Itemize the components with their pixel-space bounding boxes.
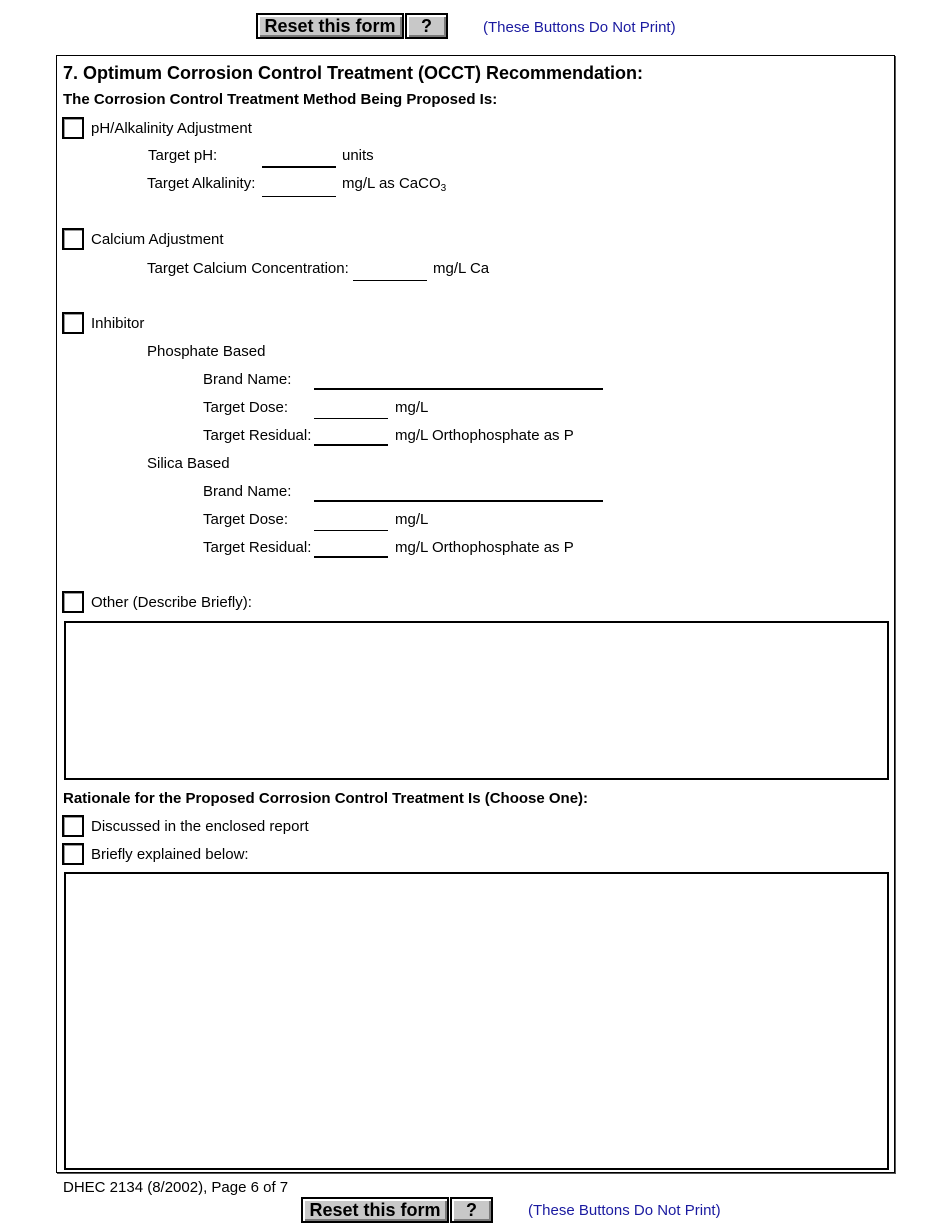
silica-dose-unit: mg/L — [395, 511, 429, 528]
silica-dose-input[interactable] — [314, 511, 388, 531]
footer-buttons-do-not-print-note: (These Buttons Do Not Print) — [528, 1202, 721, 1219]
target-ph-unit: units — [342, 147, 374, 164]
rationale-explained-label: Briefly explained below: — [91, 846, 249, 863]
rationale-heading: Rationale for the Proposed Corrosion Control Treatment Is (Choose One): — [63, 790, 589, 807]
silica-residual-input[interactable] — [314, 538, 388, 558]
phosphate-dose-label: Target Dose: — [203, 399, 289, 416]
calcium-adjustment-checkbox[interactable] — [62, 228, 84, 250]
target-calcium-unit: mg/L Ca — [433, 260, 490, 277]
target-calcium-input[interactable] — [353, 261, 427, 281]
target-alkalinity-unit-text: mg/L as CaCO — [342, 175, 441, 192]
page-info: DHEC 2134 (8/2002), Page 6 of 7 — [63, 1179, 289, 1196]
target-alkalinity-input[interactable] — [262, 177, 336, 197]
silica-brand-label: Brand Name: — [203, 483, 292, 500]
ph-alkalinity-label: pH/Alkalinity Adjustment — [91, 120, 252, 137]
target-alkalinity-label: Target Alkalinity: — [147, 175, 256, 192]
buttons-do-not-print-note: (These Buttons Do Not Print) — [483, 19, 676, 36]
inhibitor-label: Inhibitor — [91, 315, 145, 332]
silica-based-heading: Silica Based — [147, 455, 230, 472]
section-title: 7. Optimum Corrosion Control Treatment (OCCT) Recommendation: — [63, 63, 644, 83]
phosphate-residual-label: Target Residual: — [203, 427, 312, 444]
rationale-explanation-textarea[interactable] — [64, 872, 889, 1170]
rationale-report-label: Discussed in the enclosed report — [91, 818, 309, 835]
phosphate-brand-label: Brand Name: — [203, 371, 292, 388]
inhibitor-checkbox[interactable] — [62, 312, 84, 334]
footer-reset-form-button[interactable]: Reset this form — [301, 1197, 449, 1223]
rationale-explained-checkbox[interactable] — [62, 843, 84, 865]
target-alkalinity-unit-subscript: 3 — [440, 183, 447, 194]
other-checkbox[interactable] — [62, 591, 84, 613]
help-button[interactable]: ? — [405, 13, 448, 39]
other-description-textarea[interactable] — [64, 621, 889, 780]
footer-help-button[interactable]: ? — [450, 1197, 493, 1223]
other-label: Other (Describe Briefly): — [91, 594, 252, 611]
silica-residual-unit: mg/L Orthophosphate as P — [395, 539, 574, 556]
reset-form-button[interactable]: Reset this form — [256, 13, 404, 39]
target-ph-input[interactable] — [262, 148, 336, 168]
phosphate-residual-unit: mg/L Orthophosphate as P — [395, 427, 574, 444]
phosphate-brand-input[interactable] — [314, 370, 603, 390]
phosphate-dose-unit: mg/L — [395, 399, 429, 416]
phosphate-residual-input[interactable] — [314, 426, 388, 446]
silica-residual-label: Target Residual: — [203, 539, 312, 556]
target-calcium-label: Target Calcium Concentration: — [147, 260, 349, 277]
section-subtitle: The Corrosion Control Treatment Method Being Proposed Is: — [63, 91, 498, 108]
phosphate-dose-input[interactable] — [314, 399, 388, 419]
phosphate-based-heading: Phosphate Based — [147, 343, 266, 360]
silica-brand-input[interactable] — [314, 482, 603, 502]
target-ph-label: Target pH: — [148, 147, 218, 164]
calcium-adjustment-label: Calcium Adjustment — [91, 231, 224, 248]
silica-dose-label: Target Dose: — [203, 511, 289, 528]
rationale-report-checkbox[interactable] — [62, 815, 84, 837]
ph-alkalinity-checkbox[interactable] — [62, 117, 84, 139]
target-alkalinity-unit — [342, 175, 446, 194]
